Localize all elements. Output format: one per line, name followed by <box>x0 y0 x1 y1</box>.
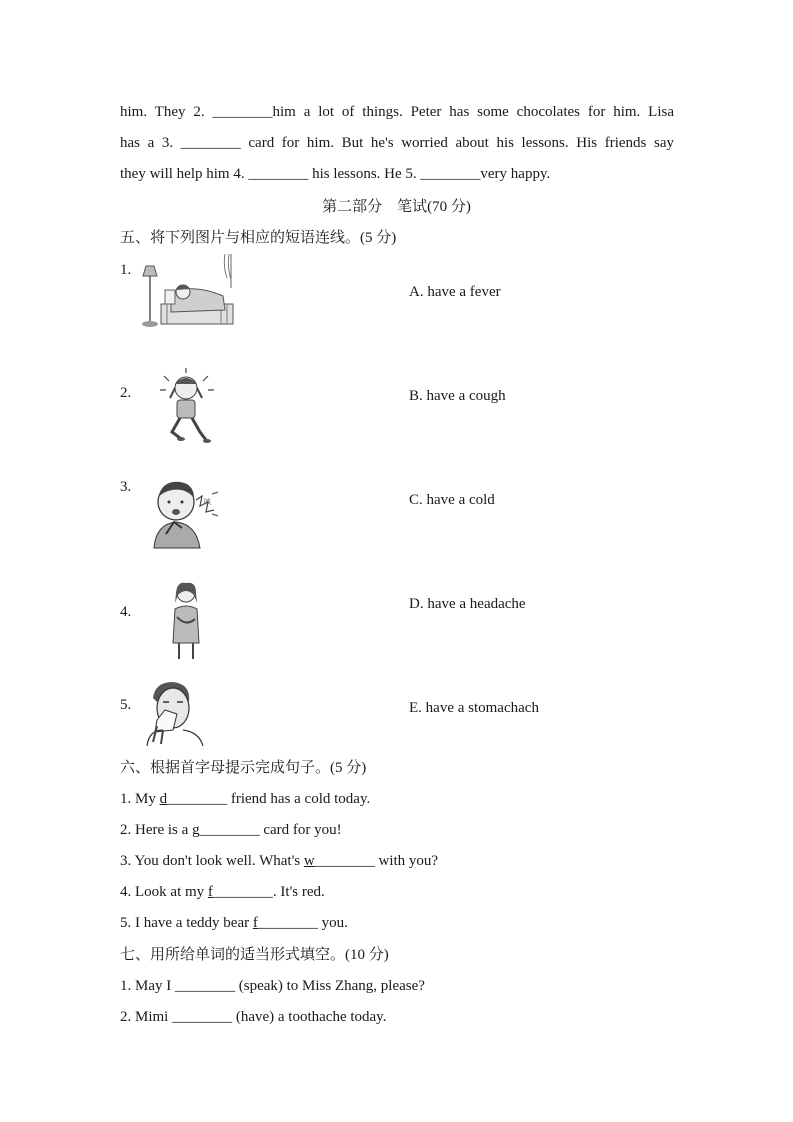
sentence-5-pre: 5. I have a teddy bear <box>120 915 253 931</box>
sentence-2 <box>120 820 342 840</box>
sentence-5 <box>120 913 348 933</box>
sentence-3-post: ________ with you? <box>314 853 439 869</box>
sentence-3-pre: 3. You don't look well. What's <box>120 853 304 869</box>
headache-boy-picture <box>158 368 216 450</box>
sentence-3-letter: w <box>303 853 315 869</box>
sentence-2-letter: g <box>192 822 200 838</box>
sentence-1-post: ________ friend has a cold today. <box>167 791 371 807</box>
part-two-heading: 第二部分 笔试(70 分) <box>322 199 471 215</box>
passage-line-2: has a 3. ________ card for him. But he's worried about his lessons. His friends say <box>120 135 674 151</box>
sick-in-bed-picture <box>137 252 237 328</box>
option-e: E. have a stomachach <box>409 700 539 716</box>
fill-item-1: 1. May I ________ (speak) to Miss Zhang, please? <box>120 978 425 994</box>
sentence-3 <box>120 851 438 871</box>
sentence-5-letter: f <box>252 915 258 931</box>
sneezing-man-picture <box>143 680 205 748</box>
sentence-4-letter: f <box>207 884 213 900</box>
sentence-4-post: ________. It's red. <box>212 884 325 900</box>
sentence-2-pre: 2. Here is a <box>120 822 193 838</box>
item-number-2: 2. <box>120 385 132 401</box>
section6-title: 六、根据首字母提示完成句子。(5 分) <box>120 760 367 776</box>
sentence-1-pre: 1. My <box>120 791 160 807</box>
option-b: B. have a cough <box>409 388 506 404</box>
svg-text:咳: 咳 <box>204 498 211 506</box>
item-number-3: 3. <box>120 479 132 495</box>
sentence-1-letter: d <box>159 791 168 807</box>
fill-item-2: 2. Mimi ________ (have) a toothache today. <box>120 1009 387 1025</box>
option-d: D. have a headache <box>409 596 526 612</box>
sentence-4-pre: 4. Look at my <box>120 884 208 900</box>
passage-line-3: they will help him 4. ________ his lessons. He 5. ________very happy. <box>120 166 551 182</box>
stomachache-girl-picture <box>167 581 205 661</box>
passage-line-1: him. They 2. ________him a lot of things. Peter has some chocolates for him. Lisa <box>120 104 674 120</box>
section5-title: 五、将下列图片与相应的短语连线。(5 分) <box>120 230 397 246</box>
item-number-5: 5. <box>120 697 132 713</box>
coughing-boy-picture <box>152 478 220 550</box>
section7-title: 七、用所给单词的适当形式填空。(10 分) <box>120 947 389 963</box>
option-c: C. have a cold <box>409 492 495 508</box>
sentence-4 <box>120 882 325 902</box>
option-a: A. have a fever <box>409 284 501 300</box>
sentence-5-post: ________ you. <box>257 915 348 931</box>
item-number-1: 1. <box>120 262 132 278</box>
sentence-2-post: ________ card for you! <box>199 822 342 838</box>
item-number-4: 4. <box>120 604 132 620</box>
sentence-1 <box>120 789 370 809</box>
